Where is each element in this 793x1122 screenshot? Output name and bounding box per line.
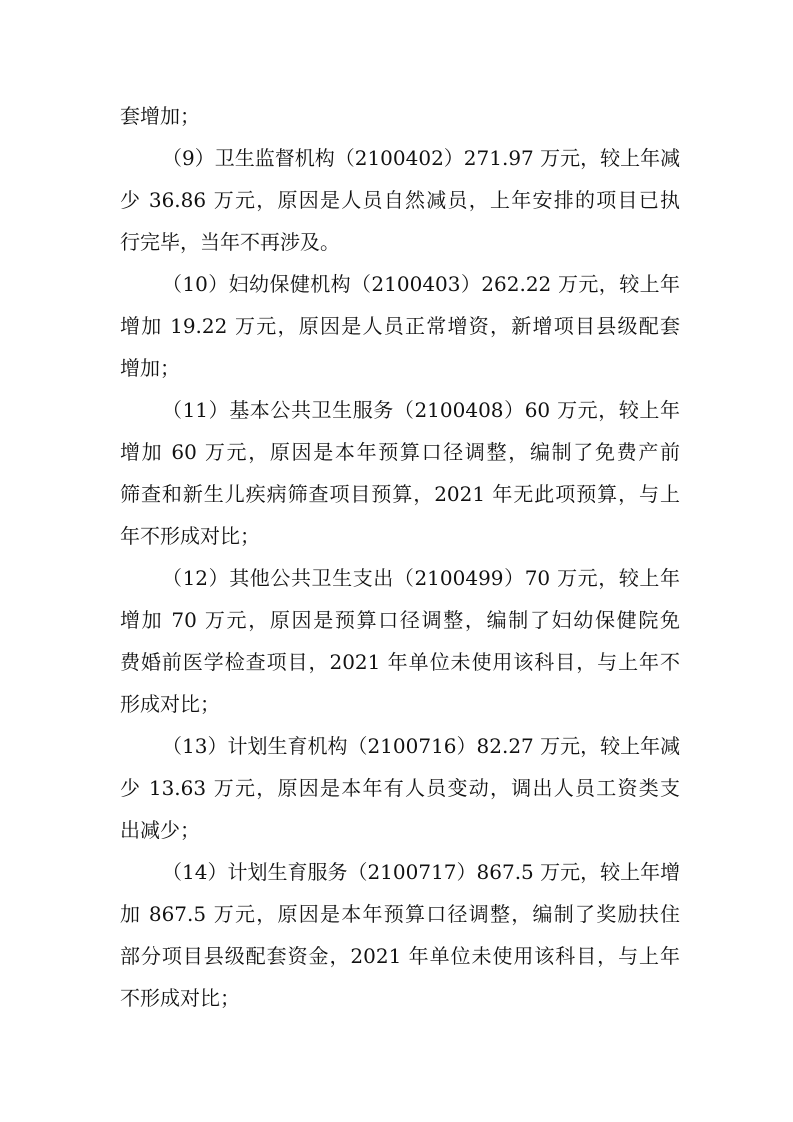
text-line: 少 13.63 万元，原因是本年有人员变动，调出人员工资类支 xyxy=(120,776,680,800)
text-line: 费婚前医学检查项目，2021 年单位未使用该科目，与上年不 xyxy=(120,650,680,674)
paragraph-14-line-1: （14）计划生育服务（2100717）867.5 万元，较上年增 xyxy=(162,860,680,884)
paragraph-10-line-1: （10）妇幼保健机构（2100403）262.22 万元，较上年 xyxy=(162,272,680,296)
text-line: 出减少； xyxy=(120,818,200,842)
text-line: 增加 70 万元，原因是预算口径调整，编制了妇幼保健院免 xyxy=(120,608,680,632)
paragraph-12-line-1: （12）其他公共卫生支出（2100499）70 万元，较上年 xyxy=(162,566,680,590)
text-line: 行完毕，当年不再涉及。 xyxy=(120,230,340,254)
paragraph-13-line-1: （13）计划生育机构（2100716）82.27 万元，较上年减 xyxy=(162,734,680,758)
text-line: 加 867.5 万元，原因是本年预算口径调整，编制了奖励扶住 xyxy=(120,902,680,926)
text-line: 筛查和新生儿疾病筛查项目预算，2021 年无此项预算，与上 xyxy=(120,482,680,506)
text-line: 部分项目县级配套资金，2021 年单位未使用该科目，与上年 xyxy=(120,944,680,968)
paragraph-11-line-1: （11）基本公共卫生服务（2100408）60 万元，较上年 xyxy=(162,398,680,422)
text-line: 不形成对比； xyxy=(120,986,240,1010)
text-line: 少 36.86 万元，原因是人员自然减员，上年安排的项目已执 xyxy=(120,188,680,212)
text-line: 年不形成对比； xyxy=(120,524,260,548)
text-line: 增加 60 万元，原因是本年预算口径调整，编制了免费产前 xyxy=(120,440,680,464)
paragraph-9-line-1: （9）卫生监督机构（2100402）271.97 万元，较上年减 xyxy=(162,146,680,170)
text-line: 形成对比； xyxy=(120,692,220,716)
text-line: 套增加； xyxy=(120,104,200,128)
text-line: 增加； xyxy=(120,356,180,380)
text-line: 增加 19.22 万元，原因是人员正常增资，新增项目县级配套 xyxy=(120,314,680,338)
